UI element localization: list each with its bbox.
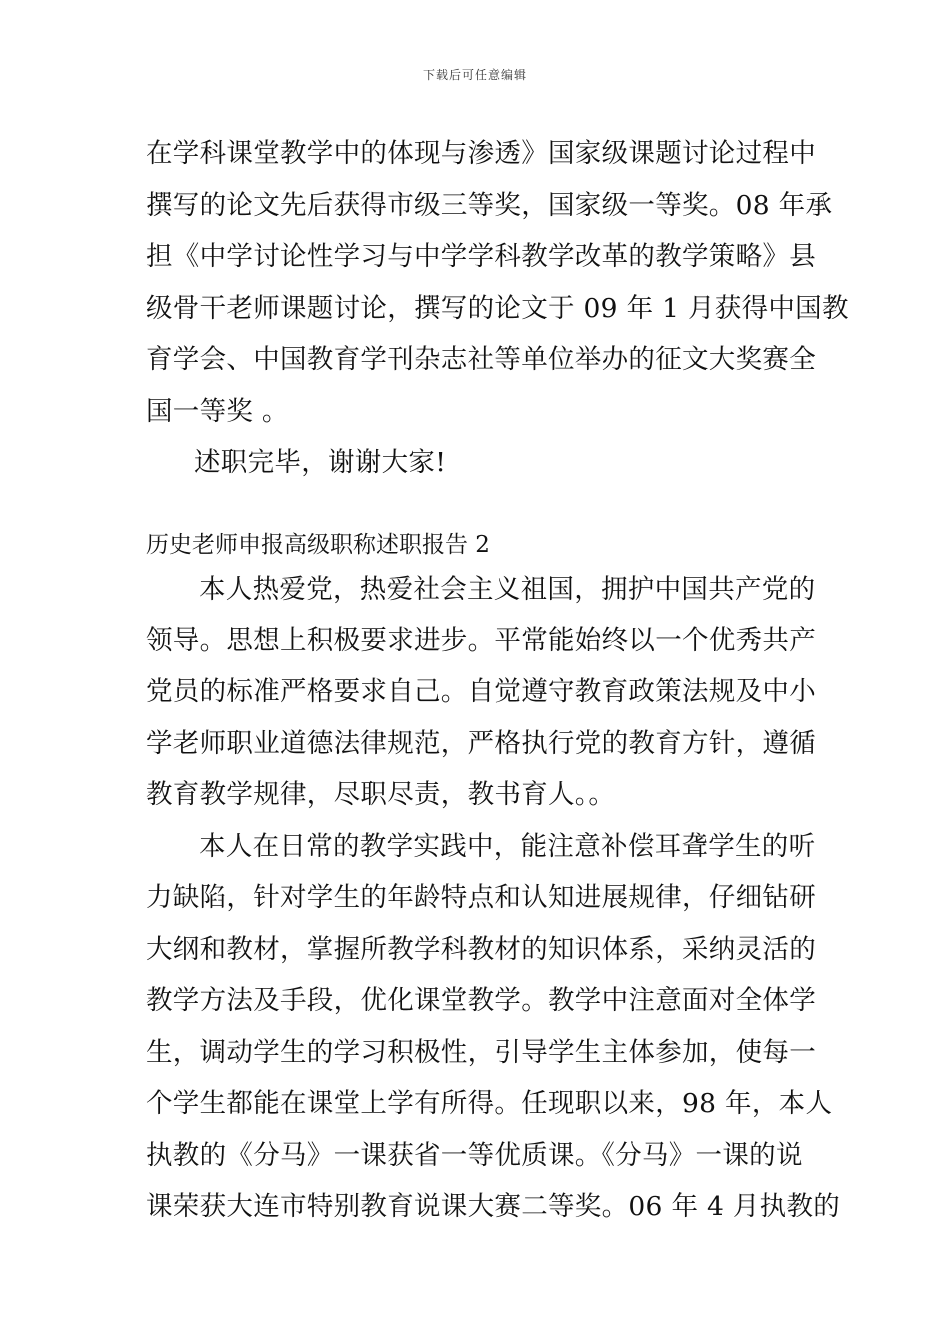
paragraph-line: 本人热爱党，热爱社会主义祖国，拥护中国共产党的 [199,573,816,605]
paragraph-line: 学老师职业道德法律规范，严格执行党的教育方针，遵循 [146,727,816,759]
paragraph-line: 教育教学规律，尽职尽责，教书育人。。 [146,779,616,810]
paragraph-3 [146,821,841,1233]
paragraph-line: 国一等奖 。 [146,395,289,427]
paragraph-line: 党员的标准严格要求自己。自觉遵守教育政策法规及中小 [146,676,816,707]
paragraph-line: 领导。思想上积极要求进步。平常能始终以一个优秀共产 [146,624,816,656]
paragraph-line: 课荣获大连市特别教育说课大赛二等奖。06 年 4 月执教的 [146,1191,841,1222]
paragraph-line: 力缺陷，针对学生的年龄特点和认知进展规律，仔细钻研 [146,882,816,913]
paragraph-line: 本人在日常的教学实践中，能注意补偿耳聋学生的听 [199,830,816,862]
paragraph-line: 个学生都能在课堂上学有所得。任现职以来，98 年，本人 [146,1088,833,1119]
header-note: 下载后可任意编辑 [422,68,527,82]
paragraph-line: 在学科课堂教学中的体现与渗透》国家级课题讨论过程中 [146,138,816,169]
section-gap [146,489,810,525]
paragraph-line: 大纲和教材，掌握所教学科教材的知识体系，采纳灵活的 [146,933,816,965]
paragraph-line: 撰写的论文先后获得市级三等奖，国家级一等奖。08 年承 [146,189,833,221]
paragraph-line: 生，调动学生的学习积极性，引导学生主体参加，使每一 [146,1036,816,1068]
paragraph-1 [146,128,849,437]
paragraph-line: 教学方法及手段，优化课堂教学。教学中注意面对全体学 [146,985,816,1016]
paragraph-line: 担《中学讨论性学习与中学学科教学改革的教学策略》县 [146,241,816,272]
closing-remark: 述职完毕，谢谢大家! [194,447,447,478]
paragraph-line: 级骨干老师课题讨论，撰写的论文于 09 年 1 月获得中国教 [146,292,849,324]
paragraph-line: 育学会、中国教育学刊杂志社等单位举办的征文大奖赛全 [146,344,816,375]
section-title: 历史老师申报高级职称述职报告 2 [146,531,490,558]
paragraph-line: 执教的《分马》一课获省一等优质课。《分马》一课的说 [146,1139,803,1171]
paragraph-2 [146,565,816,821]
document-body [146,128,849,1233]
